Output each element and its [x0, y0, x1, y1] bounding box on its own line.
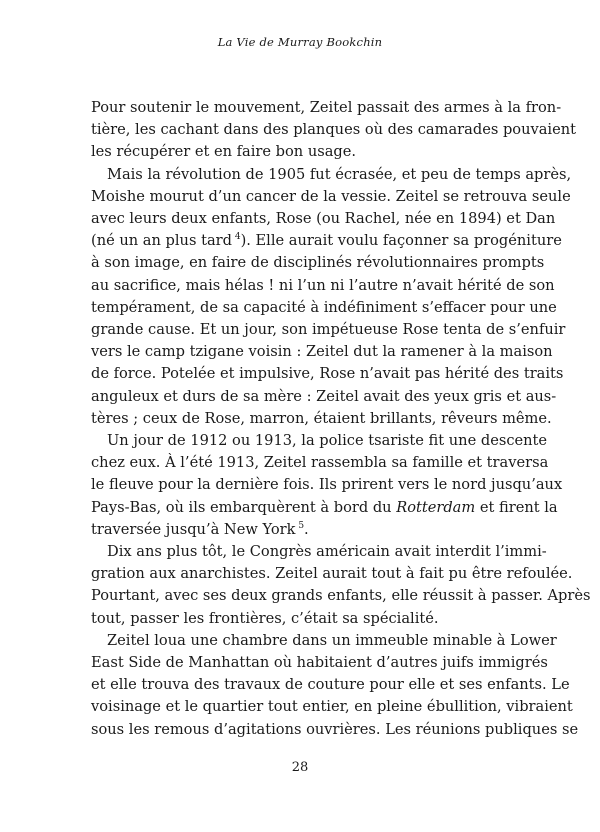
- text-line: grande cause. Et un jour, son impétueuse Rose tenta de s’enfuir: [91, 321, 566, 339]
- text-line: anguleux et durs de sa mère : Zeitel avait des yeux gris et aus-: [91, 387, 557, 405]
- text-line: sous les remous d’agitations ouvrières. Les réunions publiques se: [91, 720, 579, 738]
- text-line: tempérament, de sa capacité à indéfiniment s’effacer pour une: [91, 298, 557, 316]
- text-line: Pour soutenir le mouvement, Zeitel passait des armes à la fron-: [91, 99, 562, 116]
- text-line: (né un an plus tard $^4$). Elle aurait voulu façonner sa progéniture: [91, 232, 562, 250]
- text-line: traversée jusqu’à New York $^5$.: [91, 520, 309, 538]
- body-text: [91, 97, 591, 741]
- paragraph: [91, 97, 576, 164]
- text-line: Dix ans plus tôt, le Congrès américain avait interdit l’immi-: [107, 543, 547, 561]
- text-line: à son image, en faire de disciplinés révolutionnaires prompts: [91, 254, 545, 272]
- text-line: Pourtant, avec ses deux grands enfants, elle réussit à passer. Après: [91, 587, 591, 605]
- paragraph: [91, 430, 563, 541]
- text-line: Pays-Bas, où ils embarquèrent à bord du Rotterdam et firent la: [91, 498, 558, 516]
- text-line: chez eux. À l’été 1913, Zeitel rassembla sa famille et traversa: [91, 454, 549, 472]
- text-line: gration aux anarchistes. Zeitel aurait tout à fait pu être refoulée.: [91, 565, 573, 583]
- text-line: Moishe mourut d’un cancer de la vessie. Zeitel se retrouva seule: [91, 187, 571, 205]
- paragraph: [91, 164, 572, 430]
- paragraph: [91, 541, 591, 630]
- text-line: au sacrifice, mais hélas ! ni l’un ni l’autre n’avait hérité de son: [91, 276, 555, 294]
- page-number: 28: [291, 760, 309, 775]
- text-line: Mais la révolution de 1905 fut écrasée, et peu de temps après,: [107, 165, 572, 183]
- text-line: le fleuve pour la dernière fois. Ils prirent vers le nord jusqu’aux: [91, 476, 563, 494]
- text-line: East Side de Manhattan où habitaient d’autres juifs immigrés: [91, 654, 548, 672]
- text-line: les récupérer et en faire bon usage.: [91, 143, 357, 161]
- text-line: et elle trouva des travaux de couture pour elle et ses enfants. Le: [91, 676, 570, 694]
- paragraph: [91, 630, 579, 741]
- text-line: voisinage et le quartier tout entier, en pleine ébullition, vibraient: [91, 698, 573, 716]
- running-head: La Vie de Murray Bookchin: [217, 35, 383, 49]
- text-line: Un jour de 1912 ou 1913, la police tsariste fit une descente: [107, 432, 548, 450]
- text-line: de force. Potelée et impulsive, Rose n’avait pas hérité des traits: [91, 365, 564, 383]
- text-line: avec leurs deux enfants, Rose (ou Rachel, née en 1894) et Dan: [91, 210, 556, 228]
- text-line: tères ; ceux de Rose, marron, étaient brillants, rêveurs même.: [91, 409, 552, 427]
- text-line: Zeitel loua une chambre dans un immeuble minable à Lower: [107, 631, 557, 649]
- text-line: tière, les cachant dans des planques où des camarades pouvaient: [91, 121, 576, 139]
- text-line: tout, passer les frontières, c’était sa spécialité.: [91, 609, 439, 627]
- text-line: vers le camp tzigane voisin : Zeitel dut la ramener à la maison: [91, 343, 553, 361]
